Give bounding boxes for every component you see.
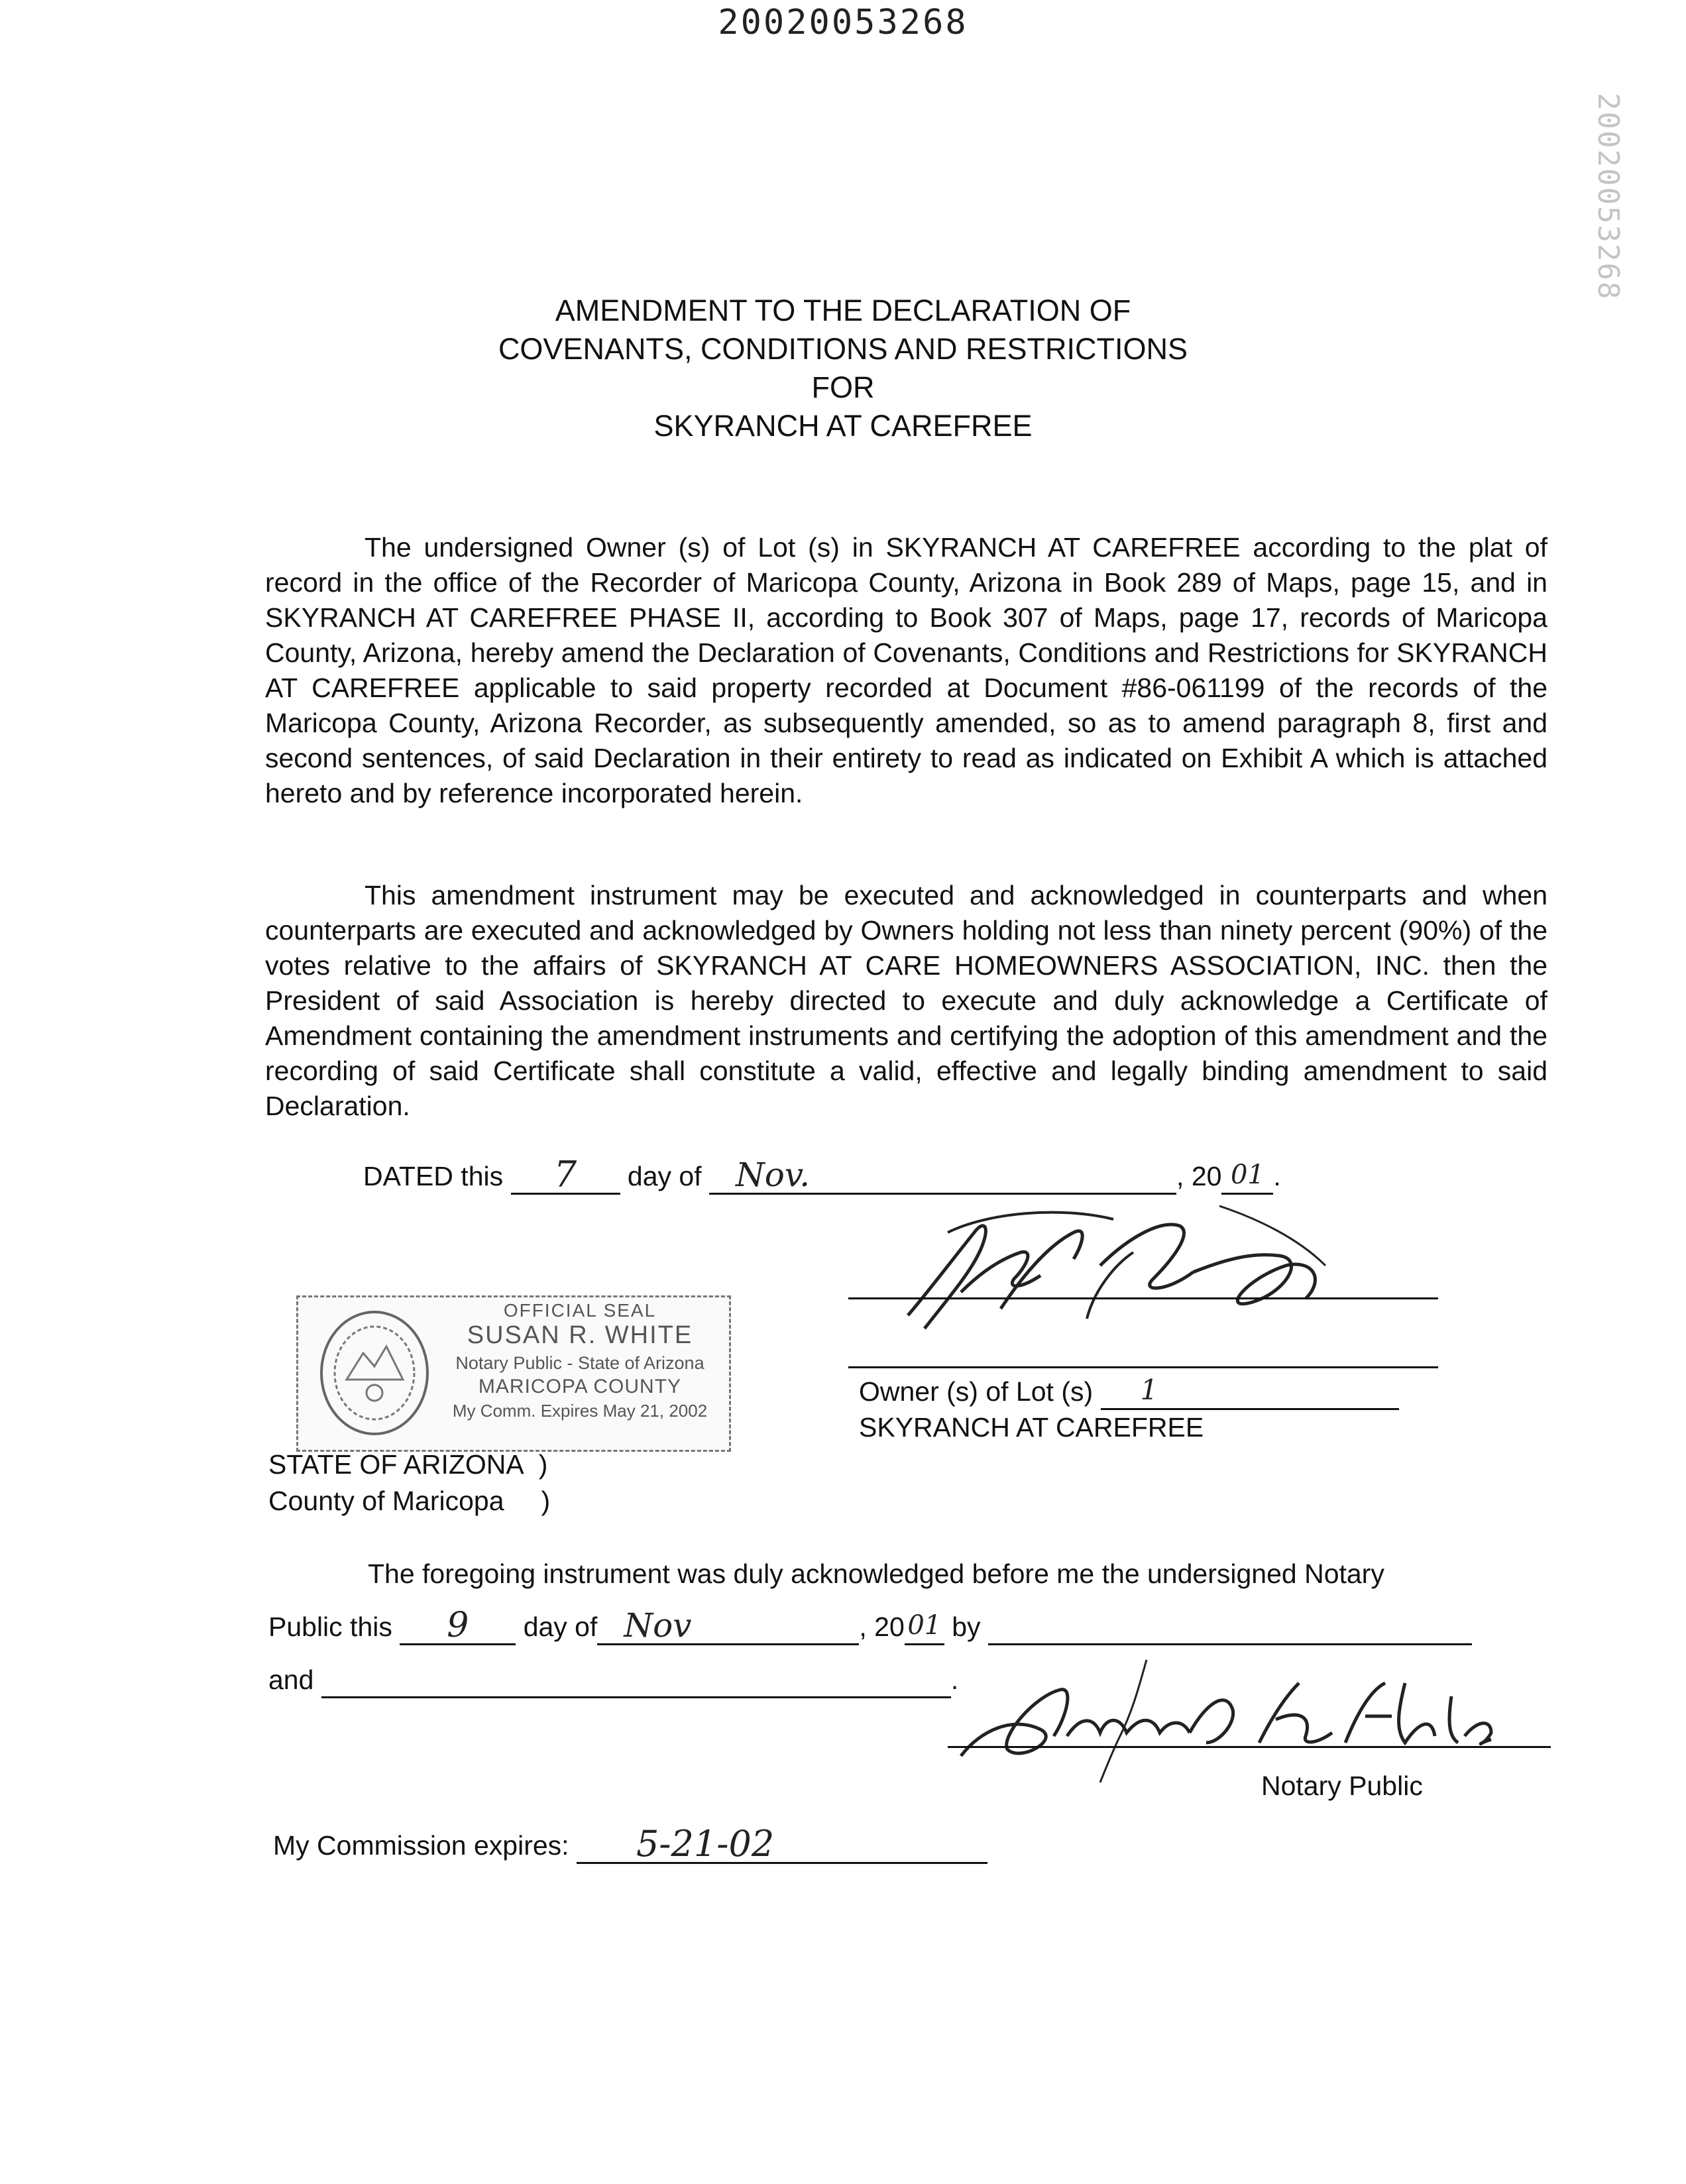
commission-line bbox=[273, 1823, 987, 1865]
seal-header: OFFICIAL SEAL bbox=[503, 1300, 657, 1321]
dated-mid: day of bbox=[627, 1161, 702, 1191]
ack-and: and bbox=[268, 1665, 314, 1695]
owner-lot-line bbox=[859, 1375, 1399, 1410]
paragraph-1: The undersigned Owner (s) of Lot (s) in SKYRANCH AT CAREFREE according to the plat of record in the office of the Recorder of Maricopa County, Arizona in Book 289 of Maps, page 15, and in SKYRANCH AT CAREFREE PHASE II, according to Book 307 of Maps, page 17, records of Maricopa County, Arizona, hereby amend the Declaration of Covenants, Conditions and Restrictions for SKYRANCH AT CAREFREE applicable to said property recorded at Document #86-061199 of the records of the Maricopa County, Arizona Recorder, as subsequently amended, so as to amend paragraph 8, first and second sentences, of said Declaration in their entirety to read as indicated on Exhibit A which is attached hereto and by reference incorporated herein. bbox=[265, 532, 1547, 808]
owner-lot-field bbox=[1101, 1375, 1399, 1410]
venue-county bbox=[268, 1484, 550, 1517]
title-line-2: COVENANTS, CONDITIONS AND RESTRICTIONS bbox=[498, 332, 1188, 366]
ack-by-field bbox=[988, 1610, 1472, 1645]
title-line-4: SKYRANCH AT CAREFREE bbox=[653, 409, 1033, 443]
ack-year-field bbox=[905, 1610, 944, 1645]
acknowledgment-date-line bbox=[268, 1606, 1472, 1645]
ack-and-field bbox=[321, 1663, 951, 1698]
dated-year-field bbox=[1221, 1160, 1273, 1195]
seal-county: MARICOPA COUNTY bbox=[478, 1376, 682, 1397]
recording-number: 20020053268 bbox=[718, 3, 968, 42]
dated-day-field bbox=[511, 1154, 620, 1195]
venue-state bbox=[268, 1448, 547, 1481]
ack-end: . bbox=[950, 1665, 959, 1695]
paragraph-2: This amendment instrument may be executed and acknowledged in counterparts and when counterparts are executed and acknowledged by Owners holding not less than ninety percent (90%) of the votes relative to the affairs of SKYRANCH AT CARE HOMEOWNERS ASSOCIATION, INC. then the President of said Association is hereby directed to execute and duly acknowledge a Certificate of Amendment containing the amendment instruments and certifying the adoption of this amendment and the recording of said Certificate shall constitute a valid, effective and legally binding amendment to said Declaration. bbox=[265, 880, 1547, 1121]
acknowledgment-and-line bbox=[268, 1663, 958, 1698]
dated-day-value: 7 bbox=[553, 1154, 577, 1195]
dated-end: . bbox=[1273, 1161, 1281, 1191]
notary-seal bbox=[296, 1295, 731, 1452]
ack-month-value: Nov bbox=[624, 1606, 692, 1645]
seal-notary-name: SUSAN R. WHITE bbox=[467, 1321, 693, 1349]
notary-signature-line bbox=[948, 1746, 1551, 1748]
seal-expiration: My Comm. Expires May 21, 2002 bbox=[452, 1401, 708, 1421]
commission-date-value: 5-21-02 bbox=[636, 1823, 775, 1865]
ack-year-prefix: , 20 bbox=[859, 1611, 905, 1642]
venue-state-paren: ) bbox=[538, 1449, 548, 1480]
owner-second-line bbox=[848, 1366, 1438, 1368]
venue-county-text: County of Maricopa bbox=[268, 1486, 504, 1516]
commission-label: My Commission expires: bbox=[273, 1830, 569, 1861]
dated-line bbox=[363, 1154, 1281, 1195]
owner-label: Owner (s) of Lot (s) bbox=[859, 1376, 1094, 1407]
title-line-1: AMENDMENT TO THE DECLARATION OF bbox=[555, 294, 1131, 327]
notary-signature-icon bbox=[941, 1657, 1538, 1789]
dated-month-value: Nov. bbox=[736, 1156, 811, 1194]
venue-state-text: STATE OF ARIZONA bbox=[268, 1449, 524, 1480]
owner-signature-line bbox=[848, 1297, 1438, 1299]
dated-year-value: 01 bbox=[1230, 1160, 1264, 1190]
ack-mid: day of bbox=[523, 1611, 598, 1642]
ack-day-field bbox=[400, 1606, 516, 1645]
venue-county-paren: ) bbox=[541, 1486, 551, 1516]
ack-year-value: 01 bbox=[907, 1610, 942, 1641]
dated-prefix: DATED this bbox=[363, 1161, 504, 1191]
ack-month-field bbox=[597, 1606, 859, 1645]
ack-day-value: 9 bbox=[447, 1606, 469, 1645]
title-line-3: FOR bbox=[811, 370, 875, 404]
acknowledgment-text: The foregoing instrument was duly acknowledged before me the undersigned Notary bbox=[368, 1558, 1384, 1589]
commission-date-field bbox=[577, 1823, 987, 1865]
ack-by: by bbox=[952, 1611, 981, 1642]
owner-lot-value: 1 bbox=[1140, 1374, 1158, 1406]
owner-subdivision: SKYRANCH AT CAREFREE bbox=[859, 1412, 1204, 1443]
arizona-state-seal-icon bbox=[317, 1307, 433, 1439]
seal-notary-title: Notary Public - State of Arizona bbox=[455, 1353, 704, 1373]
ack-prefix: Public this bbox=[268, 1611, 392, 1642]
document-title bbox=[0, 292, 1686, 445]
notary-public-label: Notary Public bbox=[1261, 1771, 1423, 1801]
dated-year-prefix: , 20 bbox=[1176, 1161, 1222, 1191]
dated-month-field bbox=[709, 1156, 1176, 1195]
side-recording-stamp: 20020053268 bbox=[1591, 93, 1625, 301]
owner-signature-icon bbox=[848, 1193, 1445, 1345]
